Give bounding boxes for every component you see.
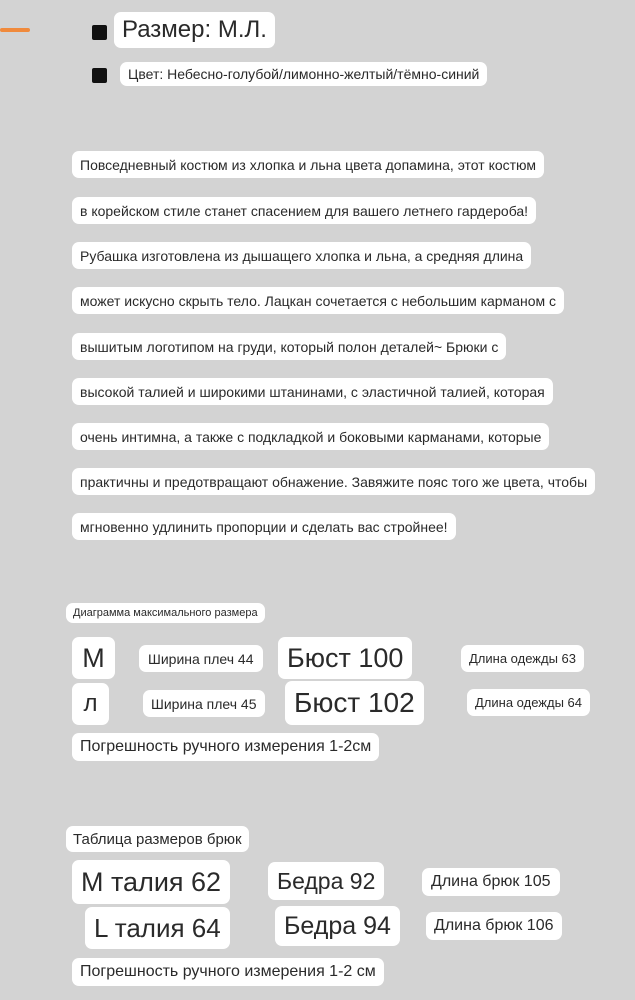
shirt-size-m: M: [72, 637, 115, 679]
description-line: высокой талией и широкими штанинами, с эластичной талией, которая: [72, 378, 553, 405]
pants-length-l: Длина брюк 106: [426, 912, 562, 940]
description-line: может искусно скрыть тело. Лацкан сочетается с небольшим карманом с: [72, 287, 564, 314]
pants-hips-l: Бедра 94: [275, 906, 400, 946]
description-line: Повседневный костюм из хлопка и льна цвета допамина, этот костюм: [72, 151, 544, 178]
shirt-bust-m: Бюст 100: [278, 637, 412, 679]
pants-hips-m: Бедра 92: [268, 862, 384, 900]
shirt-length-l: Длина одежды 64: [467, 689, 590, 716]
shirt-shoulder-l: Ширина плеч 45: [143, 690, 265, 717]
description-line: вышитым логотипом на груди, который полон деталей~ Брюки с: [72, 333, 506, 360]
orange-accent-mark: [0, 28, 30, 32]
shirt-length-m: Длина одежды 63: [461, 645, 584, 672]
description-line: Рубашка изготовлена из дышащего хлопка и льна, а средняя длина: [72, 242, 531, 269]
description-line: практичны и предотвращают обнажение. Завяжите пояс того же цвета, чтобы: [72, 468, 595, 495]
shirt-size-l: л: [72, 683, 109, 725]
shirt-bust-l: Бюст 102: [285, 681, 424, 725]
size-label: Размер: М.Л.: [114, 12, 275, 48]
pants-waist-m: M талия 62: [72, 860, 230, 904]
shirt-chart-title: Диаграмма максимального размера: [66, 603, 265, 623]
pants-chart-title: Таблица размеров брюк: [66, 826, 249, 852]
pants-measurement-note: Погрешность ручного измерения 1-2 см: [72, 958, 384, 986]
bullet-square-icon: [92, 25, 107, 40]
description-line: очень интимна, а также с подкладкой и боковыми карманами, которые: [72, 423, 549, 450]
color-label: Цвет: Небесно-голубой/лимонно-желтый/тёмно-синий: [120, 62, 487, 86]
pants-length-m: Длина брюк 105: [422, 868, 560, 896]
pants-waist-l: L талия 64: [85, 907, 230, 949]
description-line: мгновенно удлинить пропорции и сделать вас стройнее!: [72, 513, 456, 540]
bullet-square-icon: [92, 68, 107, 83]
description-line: в корейском стиле станет спасением для вашего летнего гардероба!: [72, 197, 536, 224]
shirt-shoulder-m: Ширина плеч 44: [139, 645, 263, 672]
shirt-measurement-note: Погрешность ручного измерения 1-2см: [72, 733, 379, 761]
